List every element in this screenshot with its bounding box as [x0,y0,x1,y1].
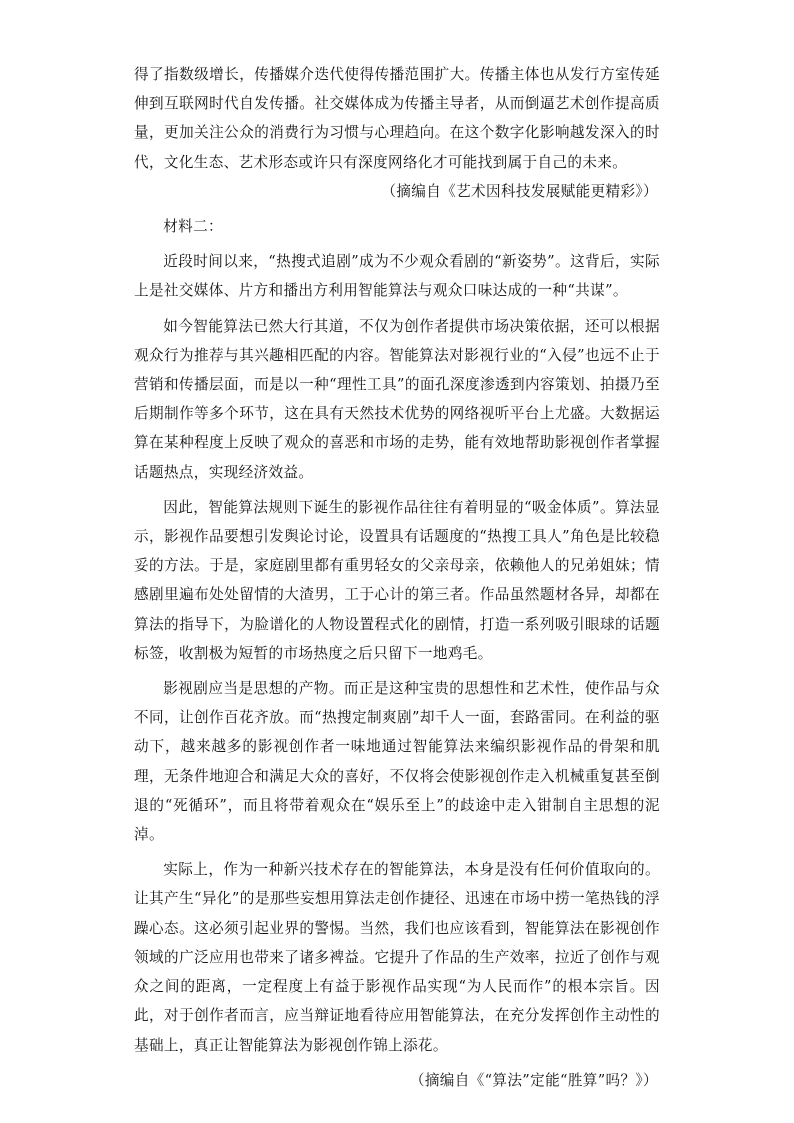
paragraph-2: 如今智能算法已然大行其道，不仅为创作者提供市场决策依据，还可以根据观众行为推荐与其兴趣相匹配的内容。智能算法对影视行业的“入侵”也远不止于营销和传播层面，而是以一种“理性工具”的面孔深度渗透到内容策划、拍摄乃至后期制作等多个环节，这在具有天然技术优势的网络视听平台上尤盛。大数据运算在某种程度上反映了观众的喜恶和市场的走势，能有效地帮助影视创作者掌握话题热点，实现经济效益。 [134,317,660,481]
paragraph-continued: 得了指数级增长，传播媒介迭代使得传播范围扩大。传播主体也从发行方室传延伸到互联网时代自发传播。社交媒体成为传播主导者，从而倒逼艺术创作提高质量，更加关注公众的消费行为习惯与心理趋向。在这个数字化影响越发深入的时代，文化生态、艺术形态或许只有深度网络化才可能找到属于自己的未来。 [134,66,660,171]
section-heading-material-2: 材料二： [163,218,223,236]
source-citation-1: （摘编自《艺术因科技发展赋能更精彩》） [381,182,658,200]
paragraph-4: 影视剧应当是思想的产物。而正是这种宝贵的思想性和艺术性，使作品与众不同，让创作百花齐放。而“热搜定制爽剧”却千人一面，套路雷同。在利益的驱动下，越来越多的影视创作者一味地通过智能算法来编织影视作品的骨架和肌理，无条件地迎合和满足大众的喜好，不仅将会使影视创作走入机械重复甚至倒退的“死循环”，而且将带着观众在“娱乐至上”的歧途中走入钳制自主思想的泥淖。 [134,680,660,844]
paragraph-5: 实际上，作为一种新兴技术存在的智能算法，本身是没有任何价值取向的。让其产生“异化”的是那些妄想用算法走创作捷径、迅速在市场中捞一笔热钱的浮躁心态。这必须引起业界的警惕。当然，我们也应该看到，智能算法在影视创作领域的广泛应用也带来了诸多裨益。它提升了作品的生产效率，拉近了创作与观众之间的距离，一定程度上有益于影视作品实现“为人民而作”的根本宗旨。因此，对于创作者而言，应当辩证地看待应用智能算法，在充分发挥创作主动性的基础上，真正让智能算法为影视创作锦上添花。 [134,861,660,1054]
paragraph-3: 因此，智能算法规则下诞生的影视作品往往有着明显的“吸金体质”。算法显示，影视作品要想引发舆论讨论，设置具有话题度的“热搜工具人”角色是比较稳妥的方法。于是，家庭剧里都有重男轻女的父亲母亲，依赖他人的兄弟姐妹；情感剧里遍布处处留情的大渣男，工于心计的第三者。作品虽然题材各异，却都在算法的指导下，为脸谱化的人物设置程式化的剧情，打造一系列吸引眼球的话题标签，收割极为短暂的市场热度之后只留下一地鸡毛。 [134,498,660,662]
paragraph-1: 近段时间以来，“热搜式追剧”成为不少观众看剧的“新姿势”。这背后，实际上是社交媒体、片方和播出方利用智能算法与观众口味达成的一种“共谋”。 [134,253,660,300]
source-citation-2: （摘编自《“算法”定能“胜算”吗？》） [409,1071,658,1089]
